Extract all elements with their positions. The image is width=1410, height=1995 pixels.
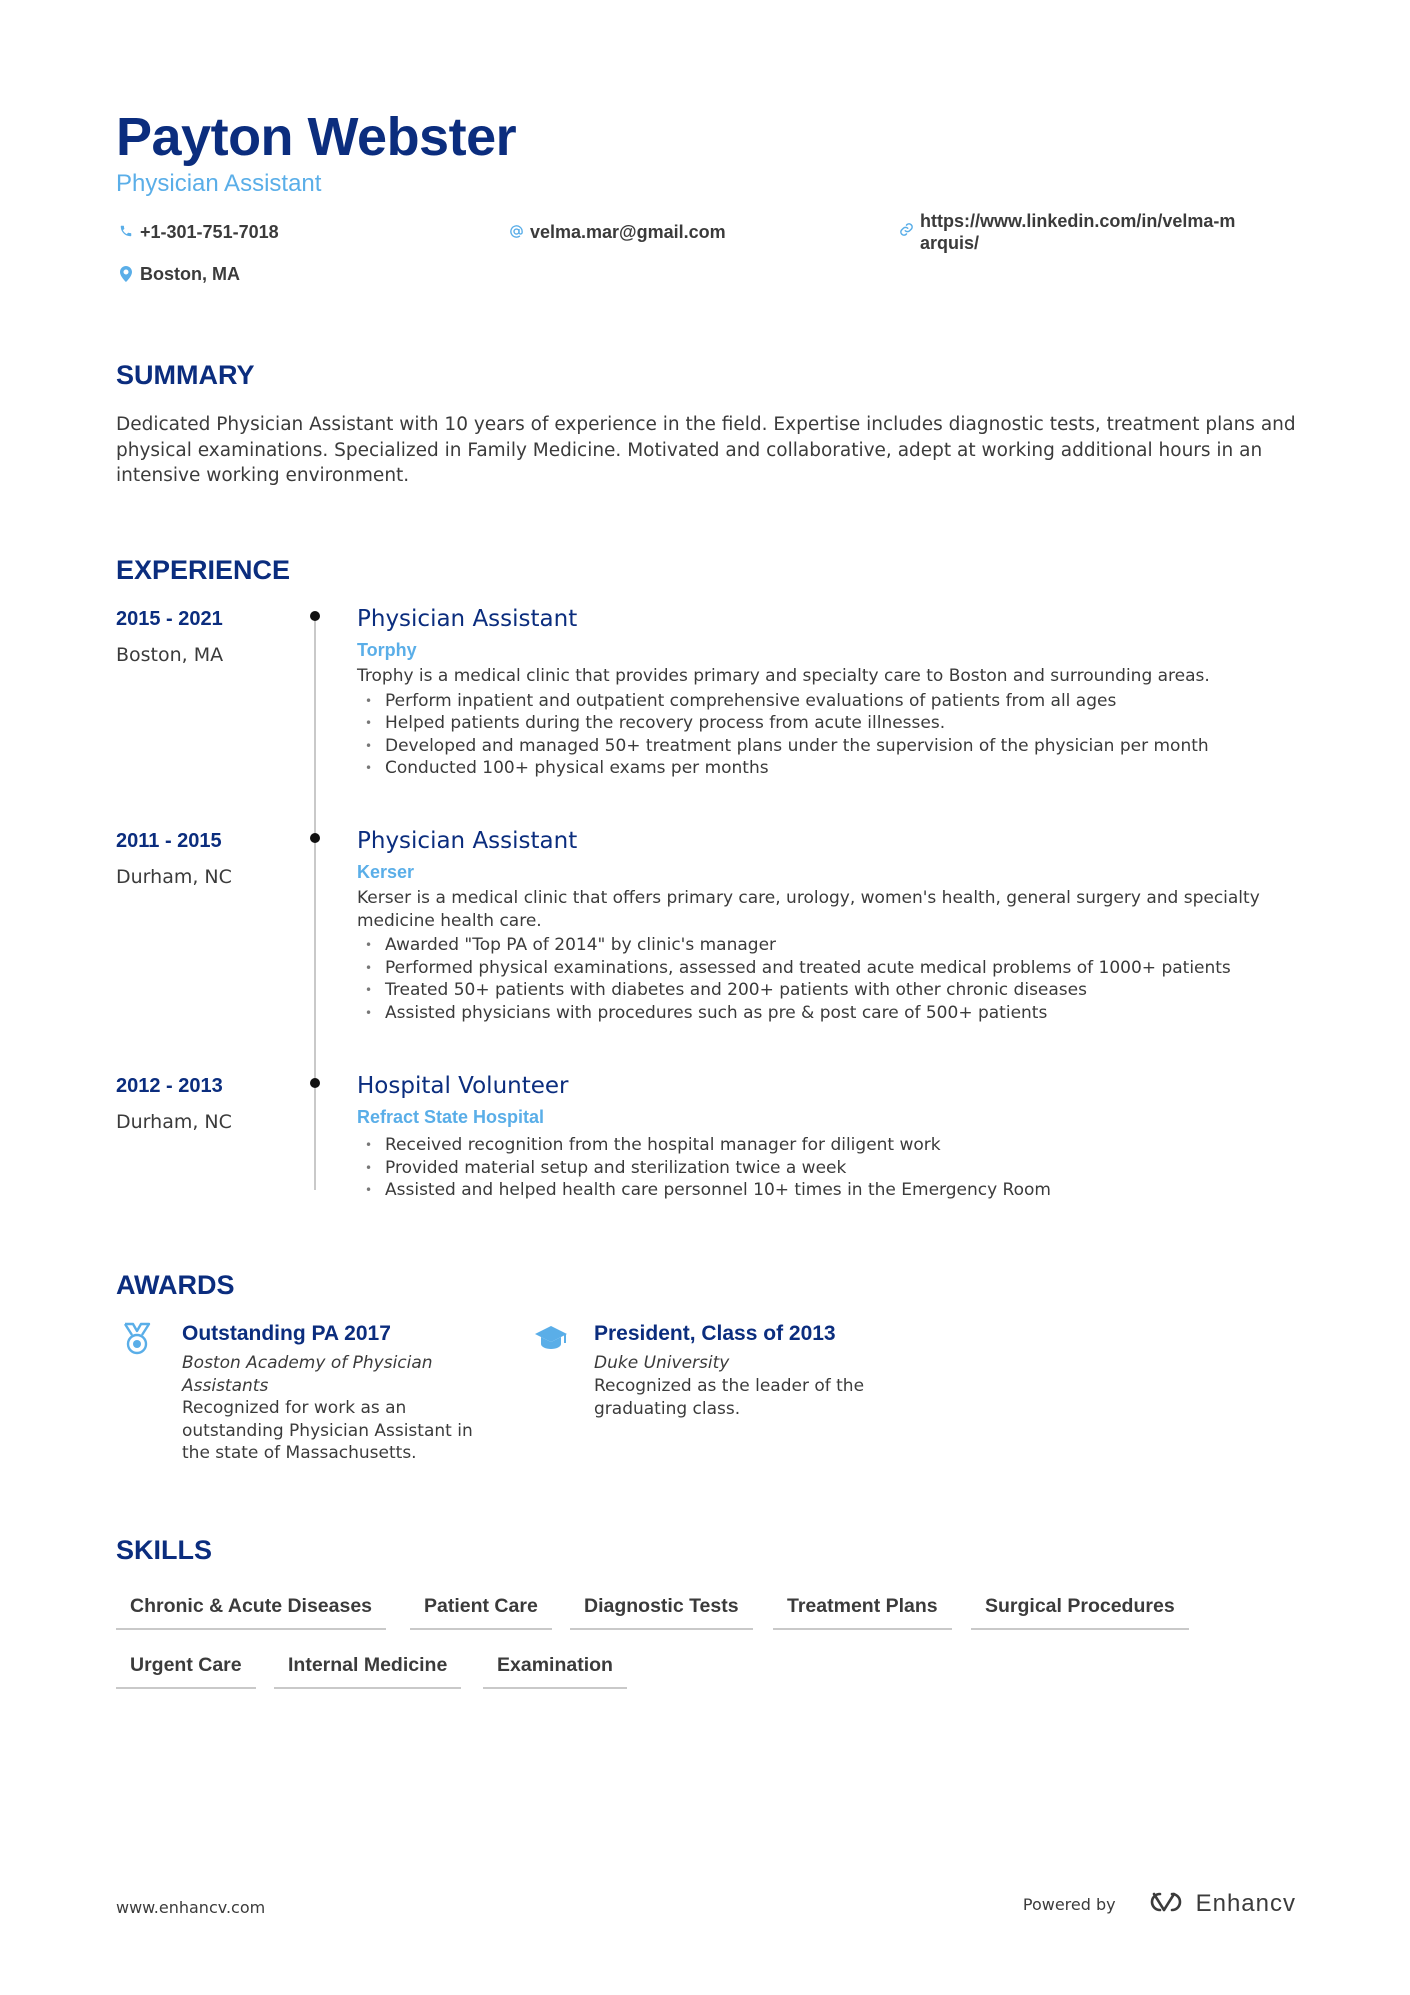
- bullet-item: • Provided material setup and sterilization twice a week: [365, 1157, 847, 1178]
- resume-page: [116, 0, 1296, 1995]
- skill-tag: Internal Medicine: [274, 1654, 461, 1689]
- award-title: President, Class of 2013: [594, 1322, 836, 1345]
- experience-location: Durham, NC: [116, 866, 232, 888]
- bullet-item: • Developed and managed 50+ treatment plans under the supervision of the physician per month: [365, 735, 1209, 756]
- skill-tag: Patient Care: [410, 1595, 552, 1630]
- bullet-item: • Conducted 100+ physical exams per months: [365, 758, 769, 778]
- contact-location: [116, 264, 240, 285]
- enhancv-logo-icon[interactable]: [1142, 1890, 1188, 1918]
- skills-heading: SKILLS: [116, 1535, 213, 1565]
- experience-heading: EXPERIENCE: [116, 555, 291, 585]
- awards-heading: AWARDS: [116, 1270, 235, 1300]
- experience-dates: 2011 - 2015: [116, 830, 222, 852]
- summary-text: Dedicated Physician Assistant with 10 years of experience in the field. Expertise includes diagnostic tests, treatment plans and physical examinations. Specialized in Family Medicine. Motivated and collaborative, adept at working additional hours in an intensive working environment.: [116, 414, 1296, 486]
- experience-description: Trophy is a medical clinic that provides primary and specialty care to Boston and surrounding areas.: [357, 666, 1210, 686]
- medal-icon: [122, 1322, 156, 1356]
- experience-description: Kerser is a medical clinic that offers primary care, urology, women's health, general surgery and specialty medicine health care.: [357, 888, 1260, 931]
- skill-tag: Chronic & Acute Diseases: [116, 1595, 386, 1630]
- skill-tag: Diagnostic Tests: [570, 1595, 753, 1630]
- experience-title: Physician Assistant: [357, 828, 578, 854]
- skill-tag: Urgent Care: [116, 1654, 256, 1689]
- experience-bullets: [357, 1134, 1297, 1202]
- footer-website[interactable]: www.enhancv.com: [116, 1898, 266, 1917]
- candidate-role: Physician Assistant: [116, 170, 322, 197]
- graduation-cap-icon: [534, 1322, 568, 1356]
- bullet-item: • Performed physical examinations, assessed and treated acute medical problems of 1000+ patients: [365, 957, 1231, 978]
- contact-phone: [116, 222, 279, 243]
- timeline-dot: [310, 1078, 320, 1088]
- experience-bullets: [357, 690, 1297, 780]
- phone-text[interactable]: +1-301-751-7018: [140, 222, 279, 242]
- contact-linkedin: [896, 210, 1256, 254]
- experience-title: Hospital Volunteer: [357, 1073, 569, 1099]
- bullet-item: • Assisted and helped health care personnel 10+ times in the Emergency Room: [365, 1180, 1051, 1200]
- experience-dates: 2015 - 2021: [116, 608, 223, 630]
- experience-company[interactable]: Torphy: [357, 640, 417, 660]
- award-organization: Duke University: [594, 1353, 730, 1373]
- summary-heading: SUMMARY: [116, 360, 255, 390]
- award-description: Recognized as the leader of the graduating class.: [594, 1376, 865, 1419]
- timeline-dot: [310, 611, 320, 621]
- bullet-item: • Treated 50+ patients with diabetes and 200+ patients with other chronic diseases: [365, 980, 1087, 1000]
- award-description: Recognized for work as an outstanding Physician Assistant in the state of Massachusetts.: [182, 1398, 473, 1463]
- award-title: Outstanding PA 2017: [182, 1322, 391, 1345]
- candidate-name: Payton Webster: [116, 107, 517, 167]
- link-icon: [896, 210, 916, 237]
- experience-company[interactable]: Kerser: [357, 862, 415, 882]
- experience-location: Boston, MA: [116, 644, 224, 666]
- experience-location: Durham, NC: [116, 1111, 232, 1133]
- timeline-dot: [310, 833, 320, 843]
- bullet-item: • Received recognition from the hospital manager for diligent work: [365, 1135, 941, 1155]
- timeline-line: [314, 620, 316, 1190]
- contact-email: [506, 222, 726, 243]
- skill-tag: Surgical Procedures: [971, 1595, 1189, 1630]
- footer-branding: [1023, 1890, 1296, 1918]
- award-organization: Boston Academy of Physician Assistants: [182, 1353, 433, 1396]
- location-pin-icon: [116, 264, 136, 282]
- experience-bullets: [357, 934, 1297, 1024]
- bullet-item: • Assisted physicians with procedures such as pre & post care of 500+ patients: [365, 1002, 1048, 1023]
- bullet-item: • Helped patients during the recovery process from acute illnesses.: [365, 713, 946, 733]
- email-text[interactable]: velma.mar@gmail.com: [530, 222, 726, 242]
- bullet-item: • Perform inpatient and outpatient comprehensive evaluations of patients from all ages: [365, 690, 1117, 711]
- experience-title: Physician Assistant: [357, 606, 578, 632]
- brand-name[interactable]: Enhancv: [1195, 1890, 1296, 1917]
- skill-tag: Treatment Plans: [773, 1595, 952, 1630]
- linkedin-link[interactable]: https://www.linkedin.com/in/velma-marquis/: [920, 211, 1236, 253]
- experience-dates: 2012 - 2013: [116, 1075, 223, 1097]
- location-text: Boston, MA: [140, 264, 240, 284]
- powered-by-text: Powered by: [1022, 1894, 1116, 1914]
- skill-tag: Examination: [483, 1654, 627, 1689]
- at-icon: [506, 222, 526, 239]
- bullet-item: • Awarded "Top PA of 2014" by clinic's manager: [365, 935, 777, 955]
- phone-icon: [116, 222, 136, 238]
- experience-company[interactable]: Refract State Hospital: [357, 1107, 545, 1127]
